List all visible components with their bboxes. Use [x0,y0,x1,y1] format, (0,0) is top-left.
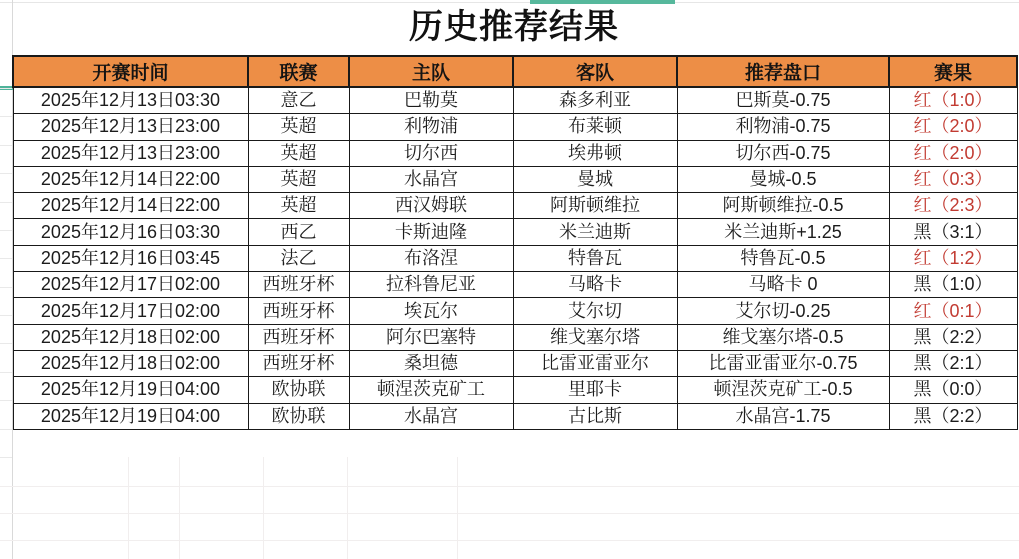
cell-home[interactable]: 埃瓦尔 [349,298,513,324]
cell-time[interactable]: 2025年12月13日03:30 [13,87,248,114]
cell-handicap[interactable]: 维戈塞尔塔-0.5 [677,324,889,350]
cell-away[interactable]: 特鲁瓦 [513,245,677,271]
cell-home[interactable]: 切尔西 [349,140,513,166]
cell-time[interactable]: 2025年12月16日03:45 [13,245,248,271]
cell-league[interactable]: 意乙 [248,87,349,114]
cell-result[interactable]: 红（0:3） [889,166,1017,192]
table-row [13,219,1017,245]
table-row [13,324,1017,350]
cell-handicap[interactable]: 艾尔切-0.25 [677,298,889,324]
cell-home[interactable]: 布洛涅 [349,245,513,271]
table-row [13,87,1017,114]
cell-league[interactable]: 英超 [248,140,349,166]
cell-handicap[interactable]: 巴斯莫-0.75 [677,87,889,114]
cell-result[interactable]: 黑（2:2） [889,324,1017,350]
row-gridline [0,400,12,401]
cell-home[interactable]: 阿尔巴塞特 [349,324,513,350]
cell-home[interactable]: 巴勒莫 [349,87,513,114]
column-header-result[interactable]: 赛果 [889,56,1017,87]
row-gridline [0,457,12,458]
row-gridline [0,116,12,117]
cell-result[interactable]: 黑（2:2） [889,403,1017,429]
cell-league[interactable]: 西班牙杯 [248,350,349,376]
table-row [13,140,1017,166]
cell-time[interactable]: 2025年12月19日04:00 [13,403,248,429]
cell-result[interactable]: 红（0:1） [889,298,1017,324]
cell-league[interactable]: 西班牙杯 [248,272,349,298]
cell-result[interactable]: 红（2:0） [889,114,1017,140]
table-row [13,114,1017,140]
gridline [128,457,129,559]
cell-league[interactable]: 英超 [248,114,349,140]
column-header-handicap[interactable]: 推荐盘口 [677,56,889,87]
cell-handicap[interactable]: 比雷亚雷亚尔-0.75 [677,350,889,376]
cell-league[interactable]: 西班牙杯 [248,324,349,350]
row-gridline [0,202,12,203]
cell-handicap[interactable]: 顿涅茨克矿工-0.5 [677,377,889,403]
row-gridline [0,343,12,344]
gridline [347,457,348,559]
results-table [12,55,1018,430]
cell-away[interactable]: 布莱顿 [513,114,677,140]
cell-time[interactable]: 2025年12月18日02:00 [13,350,248,376]
cell-away[interactable]: 古比斯 [513,403,677,429]
cell-handicap[interactable]: 水晶宫-1.75 [677,403,889,429]
page-title: 历史推荐结果 [409,8,619,46]
row-gridline [0,315,12,316]
cell-league[interactable]: 西班牙杯 [248,298,349,324]
cell-handicap[interactable]: 马略卡 0 [677,272,889,298]
cell-handicap[interactable]: 利物浦-0.75 [677,114,889,140]
cell-league[interactable]: 法乙 [248,245,349,271]
cell-result[interactable]: 黑（3:1） [889,219,1017,245]
cell-time[interactable]: 2025年12月17日02:00 [13,272,248,298]
cell-away[interactable]: 森多利亚 [513,87,677,114]
cell-league[interactable]: 英超 [248,193,349,219]
row-gridline [0,372,12,373]
cell-league[interactable]: 英超 [248,166,349,192]
row-gridline [0,173,12,174]
cell-handicap[interactable]: 米兰迪斯+1.25 [677,219,889,245]
cell-away[interactable]: 马略卡 [513,272,677,298]
cell-away[interactable]: 曼城 [513,166,677,192]
cell-away[interactable]: 阿斯顿维拉 [513,193,677,219]
gridline [0,540,1019,541]
row-gridline [0,145,12,146]
cell-home[interactable]: 桑坦德 [349,350,513,376]
cell-time[interactable]: 2025年12月18日02:00 [13,324,248,350]
cell-away[interactable]: 米兰迪斯 [513,219,677,245]
cell-result[interactable]: 黑（1:0） [889,272,1017,298]
cell-league[interactable]: 欧协联 [248,377,349,403]
cell-result[interactable]: 黑（0:0） [889,377,1017,403]
cell-handicap[interactable]: 阿斯顿维拉-0.5 [677,193,889,219]
gridline [0,486,1019,487]
table-row [13,272,1017,298]
cell-away[interactable]: 埃弗顿 [513,140,677,166]
row-gridline [0,230,12,231]
cell-time[interactable]: 2025年12月14日22:00 [13,193,248,219]
cell-result[interactable]: 红（1:2） [889,245,1017,271]
cell-handicap[interactable]: 特鲁瓦-0.5 [677,245,889,271]
cell-time[interactable]: 2025年12月17日02:00 [13,298,248,324]
cell-handicap[interactable]: 曼城-0.5 [677,166,889,192]
table-row [13,166,1017,192]
cell-home[interactable]: 利物浦 [349,114,513,140]
cell-time[interactable]: 2025年12月13日23:00 [13,140,248,166]
cell-time[interactable]: 2025年12月16日03:30 [13,219,248,245]
gridline [0,513,1019,514]
row-gridline [0,258,12,259]
table-row [13,403,1017,429]
cell-away[interactable]: 比雷亚雷亚尔 [513,350,677,376]
cell-result[interactable]: 黑（2:1） [889,350,1017,376]
column-header-time[interactable]: 开赛时间 [13,56,248,87]
table-row [13,298,1017,324]
cell-league[interactable]: 西乙 [248,219,349,245]
cell-time[interactable]: 2025年12月13日23:00 [13,114,248,140]
cell-home[interactable]: 水晶宫 [349,166,513,192]
column-header-away[interactable]: 客队 [513,56,677,87]
cell-away[interactable]: 维戈塞尔塔 [513,324,677,350]
cell-away[interactable]: 艾尔切 [513,298,677,324]
row-gridline [0,88,12,89]
cell-away[interactable]: 里耶卡 [513,377,677,403]
cell-time[interactable]: 2025年12月19日04:00 [13,377,248,403]
cell-time[interactable]: 2025年12月14日22:00 [13,166,248,192]
cell-result[interactable]: 红（2:3） [889,193,1017,219]
results-tbody [13,87,1017,429]
cell-home[interactable]: 西汉姆联 [349,193,513,219]
table-row [13,193,1017,219]
header-row [13,56,1017,87]
column-header-home[interactable]: 主队 [349,56,513,87]
table-row [13,350,1017,376]
row-gridline [0,287,12,288]
table-row [13,245,1017,271]
gridline [457,457,458,559]
cell-home[interactable]: 水晶宫 [349,403,513,429]
cell-result[interactable]: 红（1:0） [889,87,1017,114]
cell-league[interactable]: 欧协联 [248,403,349,429]
gridline [263,457,264,559]
row-gridline [0,429,12,430]
cell-handicap[interactable]: 切尔西-0.75 [677,140,889,166]
cell-home[interactable]: 拉科鲁尼亚 [349,272,513,298]
cell-home[interactable]: 卡斯迪隆 [349,219,513,245]
cell-home[interactable]: 顿涅茨克矿工 [349,377,513,403]
gridline [179,457,180,559]
table-row [13,377,1017,403]
column-header-league[interactable]: 联赛 [248,56,349,87]
cell-result[interactable]: 红（2:0） [889,140,1017,166]
